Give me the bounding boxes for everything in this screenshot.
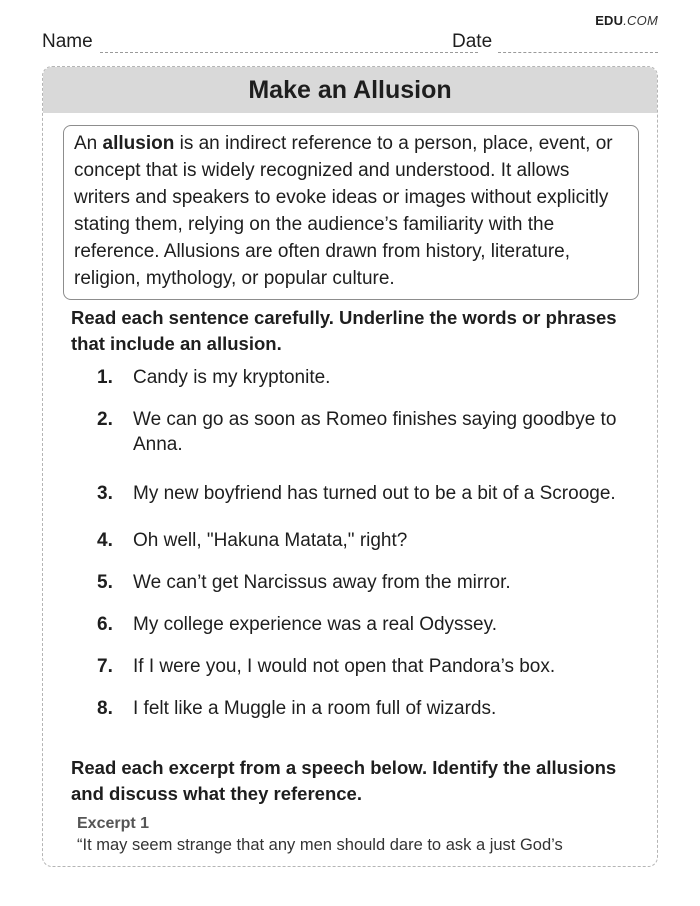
definition-box — [63, 125, 639, 300]
sentence-text: Candy is my kryptonite. — [133, 367, 331, 388]
edu-logo: EDU.COM — [595, 13, 658, 28]
date-label: Date — [452, 31, 493, 52]
excerpt-text: “It may seem strange that any men should dare to ask a just God’s — [77, 836, 563, 854]
list-item: 8. I felt like a Muggle in a room full of wizards. — [91, 696, 631, 721]
sentence-text: We can go as soon as Romeo finishes saying goodbye to Anna. — [133, 409, 617, 455]
sentence-text: We can’t get Narcissus away from the mirror. — [133, 572, 511, 593]
date-field-line[interactable] — [498, 52, 658, 53]
definition-body: is an indirect reference to a person, place, event, or concept that is widely recognized and understood. It allows writers and speakers to evoke ideas or images without explicitly stating them, relying on the audience’s familiarity with the reference. Allusions are often drawn from history, literature, religion, mythology, or popular culture. — [74, 133, 613, 289]
list-item: 1. Candy is my kryptonite. — [91, 365, 631, 390]
list-item: 6. My college experience was a real Odyssey. — [91, 612, 631, 637]
worksheet-title: Make an Allusion — [43, 67, 657, 113]
list-item: 4. Oh well, "Hakuna Matata," right? — [91, 528, 631, 553]
sentence-text: My college experience was a real Odyssey. — [133, 614, 497, 635]
sentence-text: If I were you, I would not open that Pandora’s box. — [133, 656, 556, 677]
instructions-sentences: Read each sentence carefully. Underline the words or phrases that include an allusion. — [71, 307, 617, 354]
excerpt-title: Excerpt 1 — [77, 815, 150, 832]
name-field-line[interactable] — [100, 52, 478, 53]
list-item: 3. My new boyfriend has turned out to be a bit of a Scrooge. — [91, 481, 631, 506]
definition-prefix: An — [74, 133, 103, 154]
list-item: 7. If I were you, I would not open that Pandora’s box. — [91, 654, 631, 679]
list-item: 5. We can’t get Narcissus away from the mirror. — [91, 570, 631, 595]
list-item: 2. We can go as soon as Romeo finishes saying goodbye to Anna. — [91, 407, 631, 457]
definition-term: allusion — [102, 133, 175, 154]
sentence-text: My new boyfriend has turned out to be a bit of a Scrooge. — [133, 483, 616, 504]
worksheet-card — [42, 66, 658, 867]
name-label: Name — [42, 31, 93, 52]
name-date-row — [42, 31, 658, 53]
sentence-list — [91, 365, 631, 721]
instructions-excerpts: Read each excerpt from a speech below. Identify the allusions and discuss what they reference. — [71, 757, 617, 804]
sentence-text: Oh well, "Hakuna Matata," right? — [133, 530, 408, 551]
sentence-text: I felt like a Muggle in a room full of wizards. — [133, 698, 497, 719]
